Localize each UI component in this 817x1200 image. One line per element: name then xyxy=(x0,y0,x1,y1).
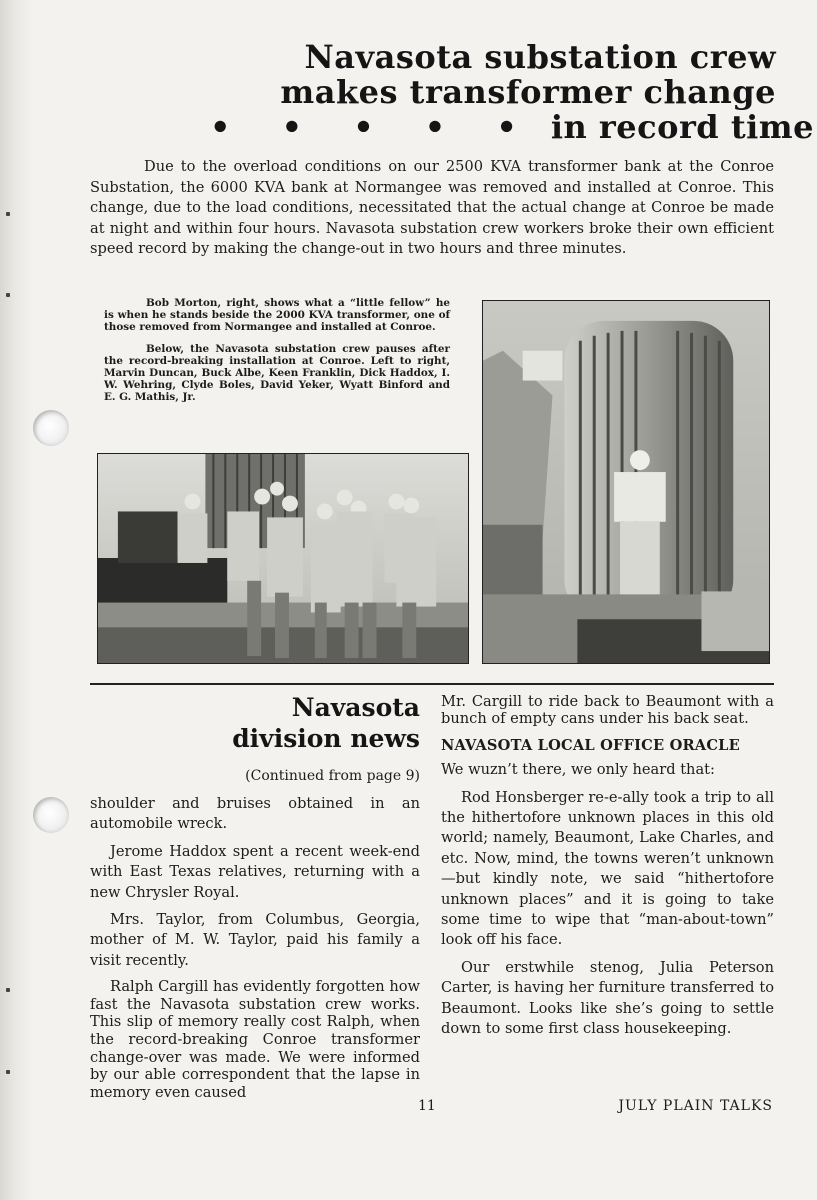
left-column-text xyxy=(90,794,420,1101)
edge-mark xyxy=(6,293,10,297)
headline-line-3-text: in record time xyxy=(550,108,814,146)
page-binding-edge xyxy=(0,0,34,1200)
caption-transformer: Bob Morton, right, shows what a “little fellow” he is when he stands beside the 2000 KVA transformer, one of those removed from Normangee and installed at Conroe. xyxy=(104,297,450,334)
paragraph: Mr. Cargill to ride back to Beaumont with a bunch of empty cans under his back seat. xyxy=(441,693,774,728)
intro-paragraph: Due to the overload conditions on our 2500 KVA transformer bank at the Conroe Substation, the 6000 KVA bank at Normangee was removed and installed at Conroe. This change, due to the load conditions, necessitated that the actual change at Conroe be made at night and within four hours. Navasota substation crew workers broke their own efficient speed record by making the change-out in two hours and three minutes. xyxy=(90,158,774,257)
news-column-left xyxy=(90,692,420,1108)
headline-line-1: Navasota substation crew xyxy=(304,38,776,76)
page-number: 11 xyxy=(418,1098,436,1114)
page-headline xyxy=(210,38,814,146)
news-column-right xyxy=(441,693,774,1047)
punch-hole-top xyxy=(33,410,69,446)
edge-mark xyxy=(6,212,10,216)
news-title-line-1: Navasota xyxy=(291,693,420,722)
section-divider xyxy=(90,683,774,685)
photo-captions xyxy=(104,297,450,413)
news-title xyxy=(90,692,420,754)
transformer-photo xyxy=(482,300,770,664)
headline-dots: • • • • • xyxy=(210,108,537,146)
headline-line-3 xyxy=(210,108,814,146)
news-title-line-2: division news xyxy=(232,724,420,753)
edge-mark xyxy=(6,1070,10,1074)
caption-crew: Below, the Navasota substation crew pauses after the record-breaking installation at Conroe. Left to right, Marvin Duncan, Buck Albe, Keen Franklin, Dick Haddox, I. W. Wehring, Clyde Boles, David Yeker, Wyatt Binford and E. G. Mathis, Jr. xyxy=(104,342,450,404)
right-column-text xyxy=(441,693,774,1040)
paragraph: Our erstwhile stenog, Julia Peterson Carter, is having her furniture transferred to Beaumont. Looks like she’s going to settle down to some first class housekeeping. xyxy=(441,958,774,1038)
paragraph: Ralph Cargill has evidently forgotten how fast the Navasota substation crew works. This slip of memory really cost Ralph, when the record-breaking Conroe transformer change-over was made. We were informed by our able correspondent that the lapse in memory even caused xyxy=(90,978,420,1101)
paragraph: Mrs. Taylor, from Columbus, Georgia, mother of M. W. Taylor, paid his family a visit recently. xyxy=(90,911,420,969)
paragraph: Rod Honsberger re-e-ally took a trip to all the hithertofore unknown places in this old world; namely, Beaumont, Lake Charles, and etc. Now, mind, the towns weren’t unknown—but kindly note, we said “hithertofore unknown places” and it is going to take some time to wipe that “man-about-town” look off his face. xyxy=(441,788,774,949)
crew-photo xyxy=(97,453,469,664)
publication-title: JULY PLAIN TALKS xyxy=(618,1098,773,1114)
paragraph: shoulder and bruises obtained in an automobile wreck. xyxy=(90,795,420,833)
paragraph: We wuzn’t there, we only heard that: xyxy=(441,761,715,779)
punch-hole-bottom xyxy=(33,797,69,833)
section-heading: NAVASOTA LOCAL OFFICE ORACLE xyxy=(441,736,740,754)
headline-line-2: makes transformer change xyxy=(280,73,776,111)
continued-note: (Continued from page 9) xyxy=(245,768,420,784)
edge-mark xyxy=(6,988,10,992)
paragraph: Jerome Haddox spent a recent week-end with East Texas relatives, returning with a new Chrysler Royal. xyxy=(90,842,420,901)
